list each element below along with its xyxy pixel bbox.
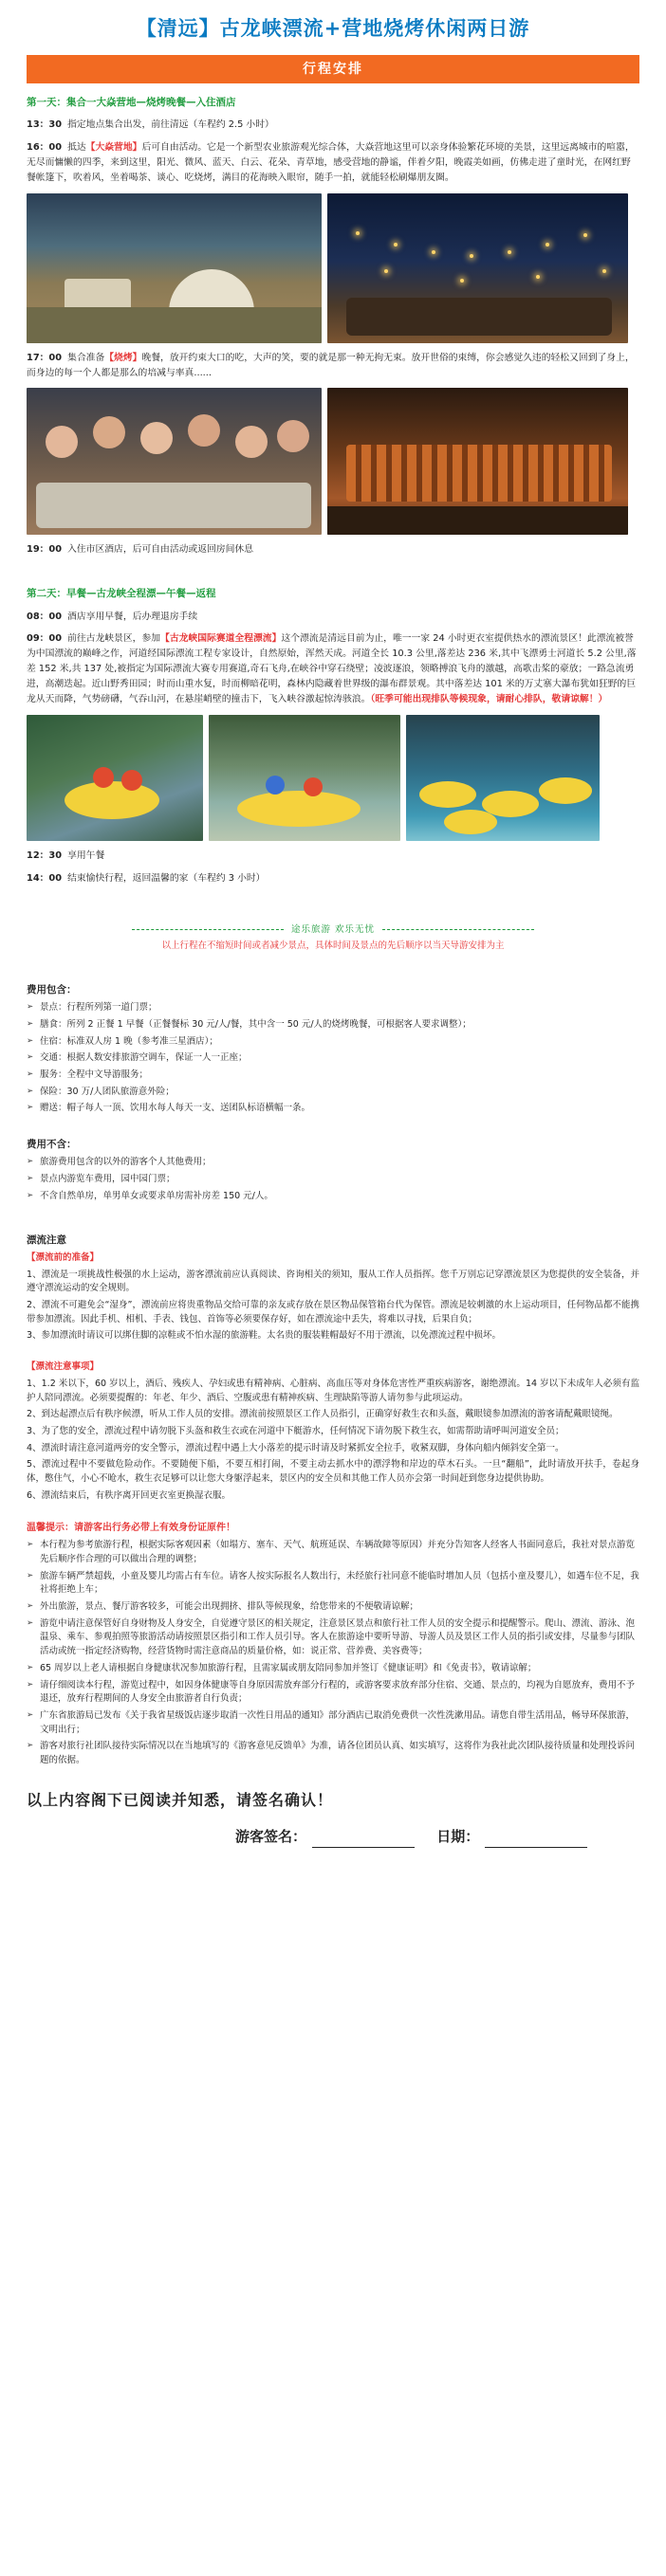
list-item: ➢ 请仔细阅读本行程，游览过程中，如因身体健康等自身原因需放弃部分行程的，或游客要求放弃部分住宿、交通、景点的，均视为自愿放弃，费用不予退还，放弃行程期间的人身安全由旅游者自行负责； (27, 1679, 639, 1707)
rafting-photo-1 (27, 715, 203, 841)
confirm-statement: 以上内容阁下已阅读并知悉，请签名确认！ (27, 1790, 334, 1809)
date-field[interactable] (485, 1834, 587, 1848)
rafting-prep-title: 【漂流前的准备】 (27, 1251, 100, 1263)
fees-excluded-list (27, 1156, 639, 1203)
rafting-photo-2 (209, 715, 400, 841)
photo-row-1 (27, 193, 639, 343)
list-item: ➢ 外出旅游，景点、餐厅游客较多，可能会出现拥挤、排队等候现象，给您带来的不便敬请谅解； (27, 1600, 639, 1615)
rafting-prep-3: 3、参加漂流时请议可以绑住脚的凉鞋或不怕水湿的旅游鞋。太名贵的服装鞋帽最好不用于漂流，以免漂流过程中损坏。 (27, 1330, 502, 1342)
agency-tagline: 途乐旅游 欢乐无忧 (27, 923, 639, 938)
photo-row-3 (27, 715, 639, 841)
warm-tips-title: 温馨提示：请游客出行务必带上有效身份证原件！ (27, 1522, 235, 1533)
bbq-skewers-photo (327, 388, 628, 535)
group-dinner-photo (27, 388, 322, 535)
list-item: ➢ 游览中请注意保管好自身财物及人身安全，自觉遵守景区的相关规定，注意景区景点和旅行社工作人员的安全提示和提醒警示。爬山、漂流、游泳、泡温泉、乘车、参观拍照等旅游活动请按照景区指引和工作人员引导。客人在旅游途中要听导游、导游人员及景区工作人员的指引或安排，尽量参与团队活动或统一指定经济购物，经营货物时需注意商品的质量价格，如：说正常、营养费、美容费等； (27, 1617, 639, 1659)
rafting-during-5: 5、漂流过程中不要做危险动作。不要随便下船，不要互相打闹，不要主动去抓水中的漂浮物和岸边的草木石头。一旦“翻船”，此时请放开扶手，卷起身体，憋住气，小心不呛水，救生衣足够可以让您大身躯浮起来，景区内的安全员和其他工作人员亦会第一时间赶到您身边提供协助。 (27, 1459, 639, 1485)
rafting-during-1: 1、1.2 米以下，60 岁以上，酒后、残疾人、孕妇或患有精神病、心脏病、高血压等对身体危害性严重疾病游客，谢绝漂流。14 岁以下未成年人必须有监护人陪同漂流。必须要提醒的：年老、年少、酒后、空腹或患有精神疾病、生理缺陷等游人请勿参与此项运动。 (27, 1378, 639, 1403)
page-title: 【清远】古龙峡漂流+营地烧烤休闲两日游 (136, 17, 530, 40)
list-item: ➢ 住宿：标准双人房 1 晚（参考准三星酒店）； (27, 1035, 639, 1050)
signature-field[interactable] (312, 1834, 415, 1848)
list-item: ➢ 膳食：所列 2 正餐 1 早餐（正餐餐标 30 元/人/餐，其中含一 50 元/人的烧烤晚餐，可根据客人要求调整）； (27, 1018, 639, 1032)
rafting-prep-1: 1、漂流是一项挑战性极强的水上运动，游客漂流前应认真阅读、咨询相关的须知，服从工作人员指挥。您千万别忘记穿漂流景区为您提供的安全装备，并遵守漂流运动的安全规则。 (27, 1269, 639, 1294)
list-item: ➢ 不含自然单房，单男单女或要求单房需补房差 150 元/人。 (27, 1190, 639, 1204)
schedule-banner: 行程安排 (27, 55, 639, 83)
list-item: ➢ 服务：全程中文导游服务； (27, 1069, 639, 1083)
day2-item-2: 09：00 前往古龙峡景区，参加【古龙峡国际赛道全程漂流】这个漂流是清远目前为止，唯一一家 24 小时更衣室提供热水的漂流景区！此漂流被誉为中国漂流的巅峰之作，河道经国际漂流工程专家设计，自然原始，浑然天成。河道全长 10.3 公里,落差达 236 米,其中飞漂勇士河道长 5.2 公里,落差 152 米,共 137 处,被指定为国际漂流大赛专用赛道,奇石飞舟,在峡谷中穿石绕壁；凌波逐浪，领略搏浪飞舟的激越，高歌击桨的豪放；一路急流勇进，高潮迭起。近山野秀田园；时而山重水复，时而柳暗花明，森林内隐藏着世界级的瀑布群景观。其中落差达 101 米的万丈寨大瀑布犹如狂野的巨龙从天而降，气势磅礴，气吞山河，在悬崖峭壁的撞击下，飞入峡谷激起惊涛骇浪。（旺季可能出现排队等候现象，请耐心排队，敬请谅解！） (27, 633, 637, 704)
fees-included-title: 费用包含： (27, 983, 77, 996)
campground-night-photo (327, 193, 628, 343)
day2-item-4: 14：00 结束愉快行程，返回温馨的家（车程约 3 小时） (27, 872, 266, 884)
list-item: ➢ 景点：行程所列第一道门票； (27, 1001, 639, 1015)
day2-heading: 第二天：早餐—古龙峡全程漂—午餐—返程 (27, 588, 216, 600)
rafting-during-title: 【漂流注意事项】 (27, 1361, 100, 1373)
signature-line: 游客签名： 日期： (27, 1826, 639, 1848)
list-item: ➢ 本行程为参考旅游行程，根据实际客观因素（如塌方、塞车、天气、航班延误、车辆故障等原因）并充分告知客人经客人书面同意后，我社对景点游览先后顺序作合理的可以做出合理的调整； (27, 1539, 639, 1566)
warm-tips-list (27, 1539, 639, 1768)
list-item: ➢ 广东省旅游局已发布《关于我省星级饭店逐步取消一次性日用品的通知》部分酒店已取消免费供一次性洗漱用品。请您自带生活用品，畅导环保旅游，文明出行； (27, 1709, 639, 1737)
list-item: ➢ 赠送：帽子每人一顶、饮用水每人每天一支、送团队标语横幅一条。 (27, 1102, 639, 1116)
schedule-notice: 以上行程在不缩短时间或者减少景点，具体时间及景点的先后顺序以当天导游安排为主 (161, 941, 505, 952)
list-item: ➢ 65 周岁以上老人请根据自身健康状况参加旅游行程，且需家属或朋友陪同参加并签订《健康证明》和《免责书》，敬请谅解； (27, 1662, 639, 1676)
fees-excluded-title: 费用不含： (27, 1139, 77, 1151)
day1-item-2: 16：00 抵达【大焱营地】后可自由活动。它是一个新型农业旅游观光综合体，大焱营地这里可以亲身体验繁花环境的美景，这里远离城市的喧嚣，无尽而慵懒的四季，来到这里，阳光、微风、蓝天、白云、花朵、青草地，感受营地的静谧，伴着夕阳，晚霞美如画，仿佛走进了童时光，在网红野餐帐篷下，吹着风，坐着喝茶、谈心、吃烧烤，满目的花海映入眼帘，随手一拍，就能轻松刷爆朋友圈。 (27, 142, 635, 183)
rafting-during-4: 4、漂流时请注意河道两旁的安全警示，漂流过程中遇上大小落差的提示时请及时紧抓安全拉手，收紧双脚，身体向船内倾斜安全第一。 (27, 1442, 564, 1453)
rafting-prep-2: 2、漂流不可避免会“湿身”，漂流前应将贵重物品交给可靠的亲友或存放在景区物品保管箱台代为保管。漂流是较刺激的水上运动项目，任何物品都不能携带参加漂流。因此手机、相机、手表、钱包、首饰等必须要保存好，如在漂流途中丢失，将难以寻找，后果自负； (27, 1300, 639, 1325)
day1-item-3: 17：00 集合准备【烧烤】晚餐，放开约束大口的吃，大声的笑，要的就是那一种无拘无束。放开世俗的束缚，你会感觉久违的轻松又回到了身上，而身边的每一个人都是那么的培减与率真...... (27, 352, 635, 378)
photo-row-2 (27, 388, 639, 535)
list-item: ➢ 旅游车辆严禁超载，小童及婴儿均需占有车位。请客人按实际报名人数出行，未经旅行社同意不能临时增加人员（包括小童及婴儿），如遇车位不足，我社将拒绝上车； (27, 1570, 639, 1598)
fees-included-list (27, 1001, 639, 1116)
rafting-during-3: 3、为了您的安全，漂流过程中请勿脱下头盔和救生衣或在河道中下艇游水，任何情况下请勿脱下救生衣，如需帮助请呼叫河道安全员； (27, 1426, 564, 1437)
rafting-during-6: 6、漂流结束后，有秩序离开回更衣室更换湿衣服。 (27, 1489, 231, 1501)
list-item: ➢ 游客对旅行社团队接待实际情况以在当地填写的《游客意见反馈单》为准，请各位团员认真、如实填写，这将作为我社此次团队接待质量和处理投诉问题的依据。 (27, 1740, 639, 1767)
rafting-during-2: 2、到达起漂点后有秩序候漂，听从工作人员的安排。漂流前按照景区工作人员指引，正确穿好救生衣和头盔，戴眼镜参加漂流的游客请配戴眼镜绳。 (27, 1409, 619, 1420)
day2-item-1: 08：00 酒店享用早餐，后办理退房手续 (27, 611, 198, 622)
campground-daytime-photo (27, 193, 322, 343)
day2-item-3: 12：30 享用午餐 (27, 850, 105, 861)
list-item: ➢ 交通：根据人数安排旅游空调车，保证一人一正座； (27, 1051, 639, 1066)
day1-heading: 第一天：集合一大焱营地—烧烤晚餐—入住酒店 (27, 97, 236, 108)
day1-item-1: 13：30 指定地点集合出发，前往清远（车程约 2.5 小时） (27, 119, 274, 131)
list-item: ➢ 景点内游览车费用，园中园门票； (27, 1173, 639, 1187)
list-item: ➢ 保险：30 万/人团队旅游意外险； (27, 1086, 639, 1100)
rafting-notes-title: 漂流注意 (27, 1233, 66, 1246)
rafting-photo-3 (406, 715, 600, 841)
list-item: ➢ 旅游费用包含的以外的游客个人其他费用； (27, 1156, 639, 1170)
day1-item-4: 19：00 入住市区酒店，后可自由活动或返回房间休息 (27, 544, 254, 556)
